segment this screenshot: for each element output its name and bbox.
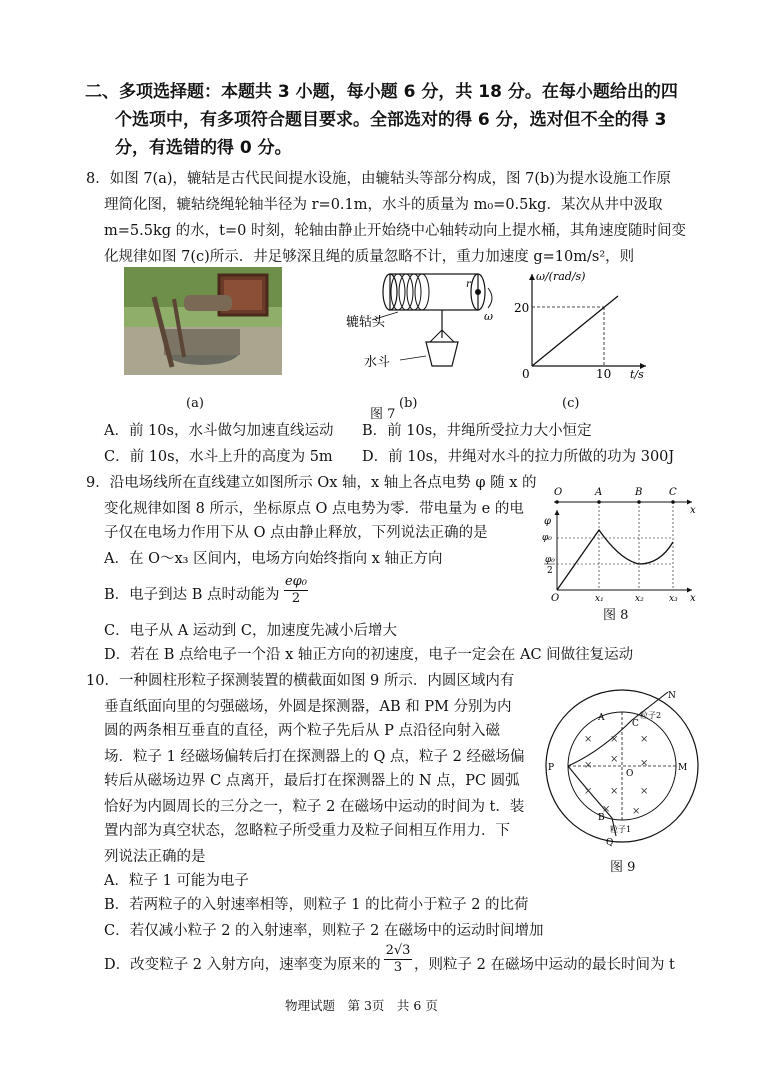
q8-option-c: C．前 10s，水斗上升的高度为 5m — [104, 449, 333, 465]
figure-9-diagram — [540, 686, 700, 848]
q10-option-d-text: D．改变粒子 2 入射方向，速率变为原来的 — [104, 957, 381, 973]
q10-option-c: C．若仅减小粒子 2 的入射速率，则粒子 2 在磁场中的运动时间增加 — [104, 923, 544, 939]
q10-option-a: A．粒子 1 可能为电子 — [104, 873, 249, 889]
svg-text:×: × — [610, 786, 619, 797]
svg-text:×: × — [640, 734, 649, 745]
q8-line-3: m=5.5kg 的水，t=0 时刻，轮轴由静止开始绕中心轴转动向上提水桶，其角速度随时间变 — [104, 223, 686, 239]
fig7-sub-c: (c) — [562, 396, 580, 411]
q10-line-3: 圆的两条相互垂直的直径，两个粒子先后从 P 点沿径向射入磁 — [104, 723, 500, 739]
fig9-point-m: M — [678, 763, 688, 773]
q8-line-1: 8．如图 7(a)，辘轱是古代民间提水设施，由辘轱头等部分构成，图 7(b)为提水设施工作原 — [86, 171, 671, 187]
fig8-label: 图 8 — [603, 608, 629, 623]
graph-x-tick: 10 — [596, 367, 612, 380]
q8-option-a: A．前 10s，水斗做匀加速直线运动 — [104, 423, 334, 439]
fig8-origin: O — [551, 593, 560, 604]
section-line-2: 个选项中，有多项符合题目要求。全部选对的得 6 分，选对但不全的得 3 — [115, 110, 667, 130]
fig8-axis-x-bottom: x — [690, 593, 696, 604]
q9-line-2: 变化规律如图 8 所示，坐标原点 O 点电势为零．带电量为 e 的电 — [104, 501, 524, 517]
fig8-phi0-half-den: 2 — [547, 566, 553, 576]
svg-text:×: × — [584, 734, 593, 745]
graph-origin: 0 — [522, 367, 530, 380]
q10-fraction-numerator: 2√3 — [385, 943, 411, 958]
fig8-potential-curve — [557, 530, 673, 590]
svg-text:×: × — [584, 760, 593, 771]
fig9-point-c: C — [632, 719, 639, 729]
q9-fraction-numerator: eφ₀ — [284, 574, 307, 589]
svg-text:×: × — [602, 804, 611, 815]
svg-text:×: × — [610, 754, 619, 765]
fig8-point-c: C — [669, 487, 677, 498]
q8-line-4: 化规律如图 7(c)所示．井足够深且绳的质量忽略不计，重力加速度 g=10m/s²，则 — [104, 249, 635, 265]
svg-text:×: × — [610, 734, 619, 745]
figure-7c-graph — [514, 268, 654, 380]
figure-8-diagram — [540, 480, 700, 604]
q10-option-d-fraction — [384, 943, 412, 976]
figure-7b-schematic — [342, 268, 502, 380]
graph-y-tick: 20 — [514, 301, 530, 315]
q10-line-8: 列说法正确的是 — [104, 849, 206, 865]
fig9-point-b: B — [598, 813, 605, 823]
fig8-point-o: O — [554, 487, 563, 498]
section-heading — [85, 78, 705, 162]
q9-option-a: A．在 O～x₃ 区间内，电场方向始终指向 x 轴正方向 — [104, 551, 443, 567]
graph-ylabel: ω/(rad/s) — [536, 270, 586, 283]
fig8-point-b: B — [635, 487, 643, 498]
fig8-axis-x-top: x — [690, 505, 696, 516]
q9-option-c: C．电子从 A 运动到 C，加速度先减小后增大 — [104, 623, 397, 639]
q10-option-b: B．若两粒子的入射速率相等，则粒子 1 的比荷小于粒子 2 的比荷 — [104, 897, 529, 913]
graph-xlabel: t/s — [630, 368, 644, 380]
q9-line-1: 9．沿电场线所在直线建立如图所示 Ox 轴，x 轴上各点电势 φ 随 x 的 — [86, 475, 537, 491]
q9-option-b-text: B．电子到达 B 点时动能为 — [104, 587, 280, 603]
fig9-point-o: O — [626, 769, 634, 779]
q9-line-3: 子仅在电场力作用下从 O 点由静止释放，下列说法正确的是 — [104, 525, 488, 541]
q9-option-b-fraction — [284, 574, 308, 607]
q8-line-2: 理简化图，辘轱绕绳轮轴半径为 r=0.1m，水斗的质量为 m₀=0.5kg．某次从井中汲取 — [104, 197, 663, 213]
page-footer: 物理试题 第 3页 共 6 页 — [285, 998, 438, 1013]
fig8-x1: x₁ — [595, 594, 604, 604]
q10-line-7: 置内部为真空状态，忽略粒子所受重力及粒子间相互作用力．下 — [104, 823, 510, 839]
fig8-x2: x₂ — [635, 594, 644, 604]
fig7-sub-b: (b) — [399, 396, 418, 411]
q10-fraction-denominator: 3 — [393, 960, 403, 975]
svg-text:×: × — [632, 806, 641, 817]
head-label: 辘轱头 — [346, 315, 386, 330]
figure-7a-photo — [124, 267, 282, 375]
svg-text:×: × — [640, 786, 649, 797]
fig8-phi0-half-num: φ₀ — [545, 555, 555, 565]
fig8-x3: x₃ — [669, 594, 678, 604]
fig9-point-p: P — [548, 763, 555, 773]
svg-text:×: × — [584, 786, 593, 797]
q10-option-d-tail: ，则粒子 2 在磁场中运动的最长时间为 t — [414, 957, 675, 973]
q9-fraction-denominator: 2 — [291, 591, 301, 606]
section-line-1: 二、多项选择题：本题共 3 小题，每小题 6 分，共 18 分。在每小题给出的四 — [85, 82, 678, 102]
fig9-point-a: A — [598, 713, 605, 723]
fig8-phi0-label: φ₀ — [542, 533, 552, 543]
q10-line-6: 恰好为内圆周长的三分之一，粒子 2 在磁场中运动的时间为 t．装 — [104, 799, 525, 815]
q10-line-2: 垂直纸面向里的匀强磁场，外圆是探测器，AB 和 PM 分别为内 — [104, 699, 512, 715]
bucket-label: 水斗 — [364, 355, 391, 370]
fig7-sub-a: (a) — [186, 396, 204, 411]
fig9-point-n: N — [668, 691, 676, 701]
omega-label: ω — [484, 310, 493, 323]
fig7-label: 图 7 — [370, 407, 396, 422]
q8-option-d: D．前 10s，井绳对水斗的拉力所做的功为 300J — [362, 449, 675, 465]
fig8-phi-label: φ — [544, 516, 552, 527]
svg-text:×: × — [640, 758, 649, 769]
fig9-particle-1-label: 粒子1 — [610, 825, 632, 834]
r-label: r — [466, 279, 471, 290]
omega-line — [532, 296, 618, 366]
q9-option-d: D．若在 B 点给电子一个沿 x 轴正方向的初速度，电子一定会在 AC 间做往复运动 — [104, 647, 634, 663]
section-line-3: 分，有选错的得 0 分。 — [115, 138, 292, 158]
q8-option-b: B．前 10s，井绳所受拉力大小恒定 — [362, 423, 592, 439]
q10-line-1: 10．一种圆柱形粒子探测装置的横截面如图 9 所示．内圆区域内有 — [86, 673, 515, 689]
fig9-label: 图 9 — [610, 860, 636, 875]
q10-line-5: 转后从磁场边界 C 点离开，最后打在探测器上的 N 点，PC 圆弧 — [104, 773, 520, 789]
q10-line-4: 场．粒子 1 经磁场偏转后打在探测器上的 Q 点，粒子 2 经磁场偏 — [104, 749, 525, 765]
fig9-particle-2-label: 粒子2 — [640, 711, 662, 720]
bucket-shape — [426, 342, 458, 366]
fig8-point-a: A — [595, 487, 603, 498]
fig9-point-q: Q — [606, 838, 614, 848]
